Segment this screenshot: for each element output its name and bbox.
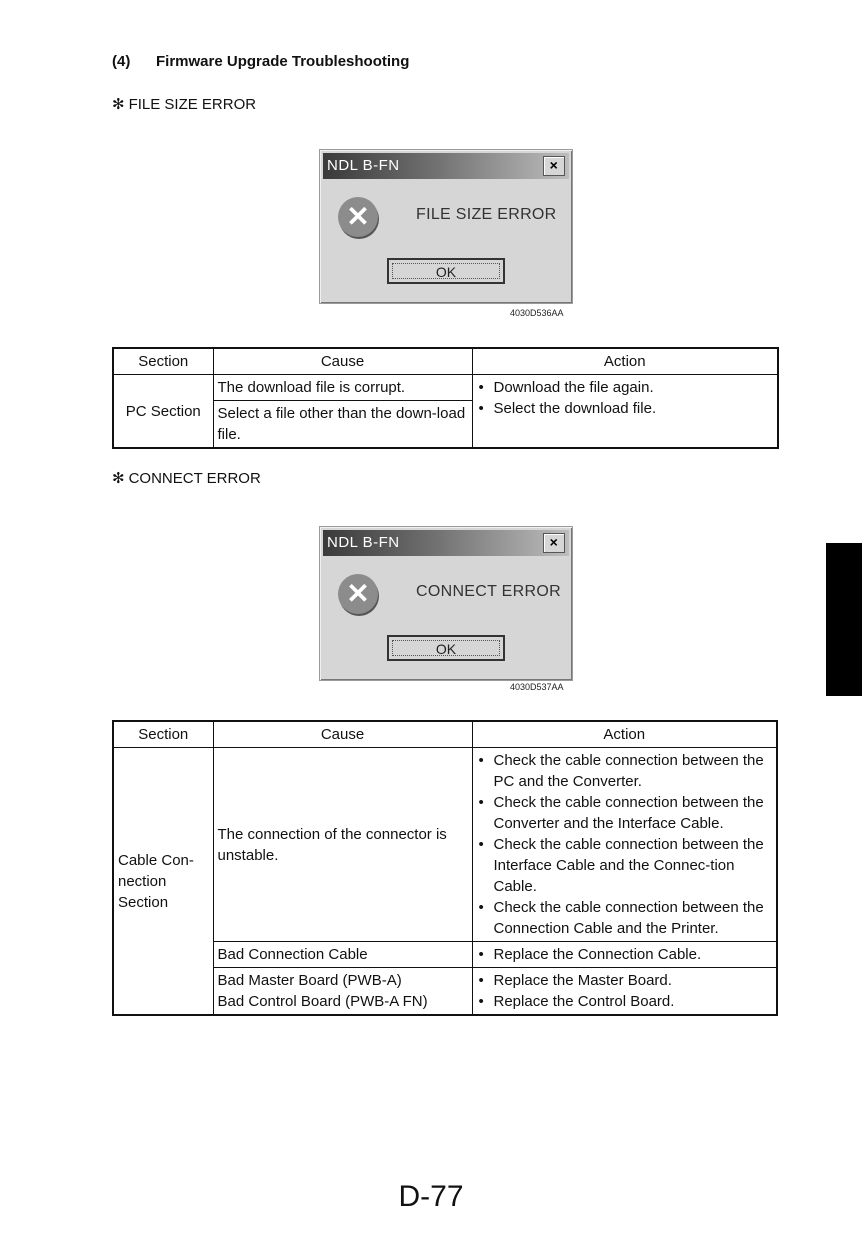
dialog-titlebar xyxy=(323,530,569,556)
action-cell xyxy=(472,748,777,942)
close-icon[interactable]: × xyxy=(543,156,565,176)
heading-title: Firmware Upgrade Troubleshooting xyxy=(156,53,410,70)
cause-line: Bad Master Board (PWB-A) xyxy=(217,972,402,989)
connect-error-subheading xyxy=(112,469,261,487)
action-item: • Check the cable connection between the Connection Cable and the Printer. xyxy=(477,897,773,939)
table-header-row xyxy=(113,721,777,748)
action-item: • Check the cable connection between the Interface Cable and the Connec-tion Cable. xyxy=(477,834,773,897)
cause-cell xyxy=(213,968,472,1016)
connect-error-table xyxy=(112,720,778,1016)
dialog-title: NDL B-FN xyxy=(327,157,400,174)
header-action: Action xyxy=(472,721,777,748)
file-size-error-dialog xyxy=(319,149,573,304)
action-item: • Select the download file. xyxy=(477,398,774,419)
header-cause: Cause xyxy=(213,348,472,375)
header-section: Section xyxy=(113,721,213,748)
action-item: • Replace the Master Board. xyxy=(477,970,773,991)
table-header-row xyxy=(113,348,778,375)
header-action: Action xyxy=(472,348,778,375)
dialog-title: NDL B-FN xyxy=(327,534,400,551)
cause-cell: The download file is corrupt. xyxy=(213,375,472,401)
ok-button[interactable] xyxy=(387,258,505,284)
action-item: • Check the cable connection between the PC and the Converter. xyxy=(477,750,773,792)
table-row xyxy=(113,748,777,942)
action-cell xyxy=(472,375,778,449)
header-section: Section xyxy=(113,348,213,375)
cause-cell: The connection of the connector is unstable. xyxy=(213,748,472,942)
page-number: D-77 xyxy=(398,1180,464,1213)
table-row xyxy=(113,375,778,401)
heading-number: (4) xyxy=(112,53,131,70)
dialog-titlebar xyxy=(323,153,569,179)
figure-code: 4030D536AA xyxy=(510,308,564,318)
action-cell xyxy=(472,942,777,968)
subheading-label: FILE SIZE ERROR xyxy=(128,96,257,113)
file-size-error-subheading xyxy=(112,95,256,113)
ok-button-label: OK xyxy=(392,640,500,656)
cause-cell: Select a file other than the down-load file. xyxy=(213,401,472,449)
table-row xyxy=(113,968,777,1016)
dialog-message: FILE SIZE ERROR xyxy=(416,206,557,223)
ok-button[interactable] xyxy=(387,635,505,661)
subheading-label: CONNECT ERROR xyxy=(128,470,261,487)
connect-error-dialog xyxy=(319,526,573,681)
cause-cell: Bad Connection Cable xyxy=(213,942,472,968)
action-item: • Download the file again. xyxy=(477,377,774,398)
close-icon[interactable]: × xyxy=(543,533,565,553)
figure-code: 4030D537AA xyxy=(510,682,564,692)
chapter-side-tab xyxy=(826,543,862,696)
action-item: • Replace the Connection Cable. xyxy=(477,944,773,965)
table-row xyxy=(113,942,777,968)
action-item: • Replace the Control Board. xyxy=(477,991,773,1012)
file-size-error-table xyxy=(112,347,779,449)
asterisk-icon: ✻ xyxy=(112,96,125,113)
error-icon: ✕ xyxy=(338,574,378,614)
section-heading xyxy=(112,53,409,70)
ok-button-label: OK xyxy=(392,263,500,279)
action-cell xyxy=(472,968,777,1016)
section-cell: Cable Con-nection Section xyxy=(113,748,213,1016)
asterisk-icon: ✻ xyxy=(112,470,125,487)
dialog-message: CONNECT ERROR xyxy=(416,583,561,600)
action-item: • Check the cable connection between the Converter and the Interface Cable. xyxy=(477,792,773,834)
section-cell: PC Section xyxy=(113,375,213,449)
error-icon: ✕ xyxy=(338,197,378,237)
header-cause: Cause xyxy=(213,721,472,748)
cause-line: Bad Control Board (PWB-A FN) xyxy=(217,993,428,1010)
